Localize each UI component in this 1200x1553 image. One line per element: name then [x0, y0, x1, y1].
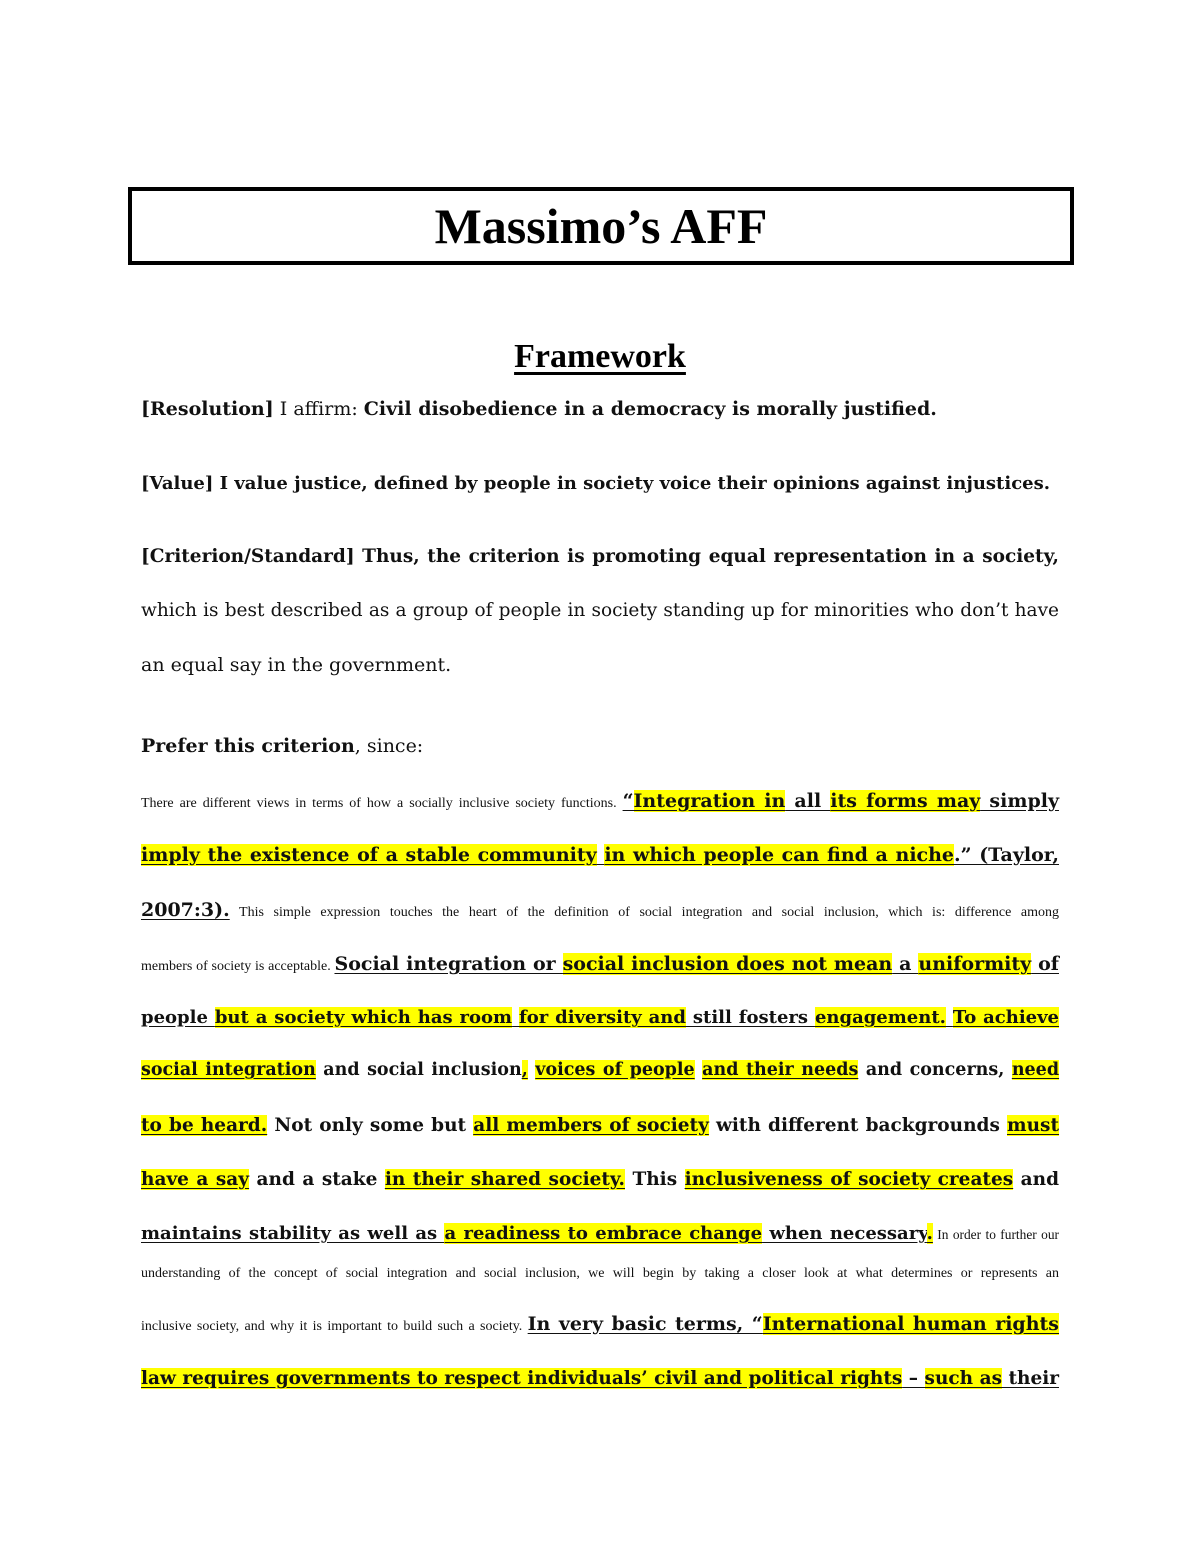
card-text: and a stake [249, 1169, 385, 1190]
card-small-text: There are different views in terms of how a socially inclusive society functions. [141, 796, 623, 811]
card-highlight: in their shared society. [384, 1169, 625, 1190]
card-text: Social integration or [334, 953, 563, 975]
card-line-11 [141, 1313, 1059, 1335]
resolution-text: Civil disobedience in a democracy is morally justified. [363, 398, 937, 420]
card-line-5 [141, 1007, 1059, 1028]
card-highlight: imply the existence of a stable community [141, 844, 597, 866]
card-line-4 [141, 953, 1059, 975]
prefer-bold: Prefer this criterion [141, 735, 355, 757]
card-small-text: members of society is acceptable. [141, 959, 335, 974]
section-heading: Framework [514, 338, 686, 375]
card-highlight: . [926, 1223, 933, 1244]
criterion-line-2: which is best described as a group of people in society standing up for minorities who don’t have [141, 600, 1059, 621]
card-text: simply [980, 790, 1059, 812]
resolution-tag: [Resolution] [141, 398, 274, 420]
card-text: a [892, 953, 919, 975]
card-highlight: engagement. [814, 1007, 946, 1028]
card-highlight: need [1011, 1060, 1060, 1080]
card-text: of [1031, 953, 1059, 975]
card-line-10: understanding of the concept of social integration and social inclusion, we will begin by taking a closer look at what determines or represents an [141, 1266, 1059, 1281]
card-highlight: to be heard. [141, 1115, 268, 1136]
card-highlight: International human rights [762, 1313, 1059, 1335]
card-highlight: for diversity and [519, 1007, 686, 1028]
prefer-rest: , since: [354, 735, 424, 757]
card-highlight: , [521, 1060, 528, 1080]
card-text [512, 1007, 519, 1028]
criterion-line-3: an equal say in the government. [141, 654, 452, 676]
card-highlight: all members of society [473, 1115, 709, 1136]
card-text: and concerns, [858, 1060, 1012, 1080]
card-text: .” (Taylor, [954, 844, 1059, 866]
card-highlight: a readiness to embrace change [444, 1223, 763, 1244]
card-highlight: and their needs [702, 1060, 859, 1080]
card-text: and [1013, 1169, 1060, 1190]
card-line-9 [141, 1223, 1059, 1244]
card-text: “ [622, 790, 634, 812]
card-text: – [902, 1368, 925, 1389]
title-box [128, 187, 1074, 265]
card-text: all [785, 790, 831, 812]
card-small-text: This simple expression touches the heart of the definition of social integration and social inclusion, which is: difference among [229, 905, 1059, 920]
card-line-2 [141, 844, 1059, 866]
card-line-6 [141, 1060, 1059, 1080]
card-highlight: social inclusion does not mean [562, 953, 893, 975]
card-text: with different backgrounds [708, 1115, 1008, 1136]
card-highlight: must [1007, 1115, 1060, 1136]
card-highlight: voices of people [535, 1060, 695, 1080]
card-text [946, 1007, 953, 1028]
card-text: when necessary [762, 1223, 927, 1244]
resolution-lead: I affirm: [273, 398, 364, 420]
card-line-7 [141, 1115, 1059, 1136]
card-highlight: To achieve [952, 1007, 1060, 1028]
card-text: In very basic terms, “ [527, 1313, 763, 1335]
card-highlight: but a society which has room [214, 1007, 513, 1028]
card-small-text: inclusive society, and why it is important to build such a society. [141, 1319, 528, 1334]
card-text: their [1001, 1368, 1059, 1389]
card-text: and social inclusion [315, 1060, 522, 1080]
card-citation: 2007:3). [141, 899, 230, 921]
card-highlight: Integration in [633, 790, 786, 812]
value-line: [Value] I value justice, defined by people in society voice their opinions against injustices. [141, 473, 1051, 494]
card-highlight: such as [924, 1368, 1002, 1389]
criterion-line-1: [Criterion/Standard] Thus, the criterion is promoting equal representation in a society, [141, 546, 1059, 567]
card-highlight: social integration [141, 1060, 316, 1080]
card-line-3 [141, 899, 1059, 921]
card-line-8 [141, 1169, 1059, 1190]
prefer-line [141, 735, 1059, 757]
card-highlight: its forms may [830, 790, 981, 812]
card-highlight: uniformity [918, 953, 1032, 975]
card-text: still fosters [685, 1007, 815, 1028]
resolution-line [141, 398, 1059, 420]
card-text: maintains stability as well as [141, 1223, 445, 1244]
card-highlight: have a say [141, 1169, 250, 1190]
card-line-1 [141, 790, 1059, 812]
card-text: This [625, 1169, 685, 1190]
card-highlight: law requires governments to respect individuals’ civil and political rights [141, 1368, 903, 1389]
card-text: people [141, 1007, 215, 1028]
card-highlight: inclusiveness of society creates [684, 1169, 1014, 1190]
card-text: Not only some but [267, 1115, 474, 1136]
card-small-text: In order to further our [932, 1227, 1059, 1242]
document-title: Massimo’s AFF [434, 198, 768, 254]
card-line-12 [141, 1368, 1059, 1389]
card-highlight: in which people can find a niche [604, 844, 955, 866]
